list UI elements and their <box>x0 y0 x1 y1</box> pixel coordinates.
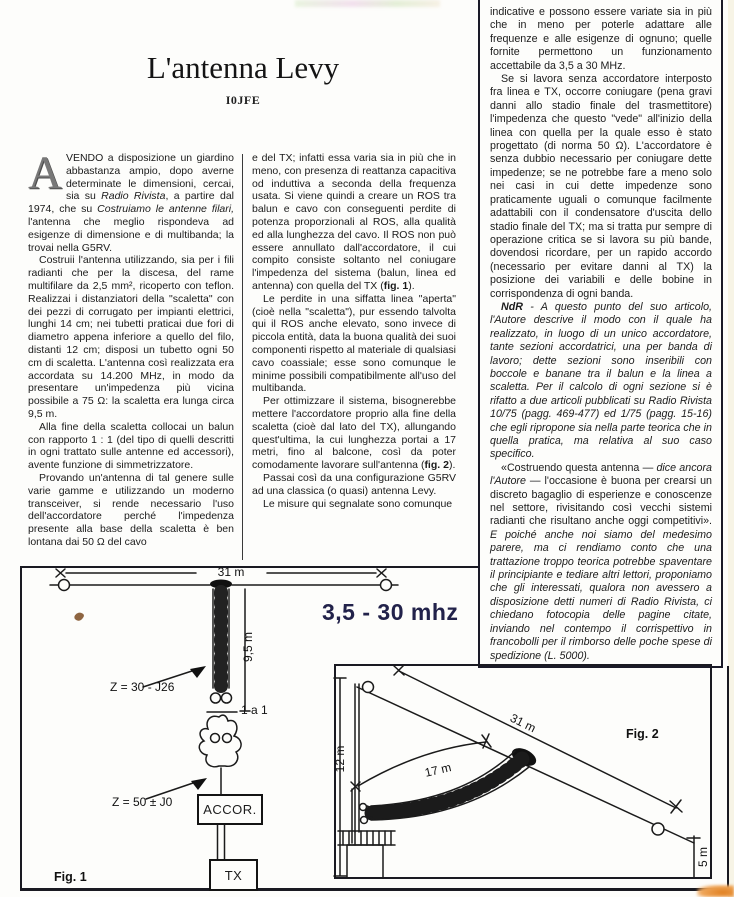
fig2-ladder-length-label: 17 m <box>423 760 453 780</box>
paragraph: Passai così da una configurazione G5RV ad una classica (o quasi) antenna Levy. <box>252 471 456 497</box>
paragraph: Se si lavora senza accordatore interposto fra linea e TX, occorre coniugare (pena gravi danni allo stadio finale del trasmettitore) l'impedenza che questo "vede" all'inizio della linea con quella per la quale esso è stato progettato (di norma 50 Ω). L'accordatore è senza dubbio necessario per coniugare dette impedenze; se ne potrebbe fare a meno solo nei casi in cui dette impedenze sono praticamente uguali o comunque facilmente adattabili con il condensatore d'uscita dello stadio finale del TX; ma si tratta pur sempre di operazione critica se si lavora su più bande, dovendosi ricordare, per un rapido accordo (necessario per evitare danni al TX) la posizione dei variabili e delle bobine in corrispondenza di ogni banda. <box>490 73 712 300</box>
fig1-balun-ratio-label: 1 a 1 <box>241 703 268 717</box>
fig2-balcony-support <box>347 845 383 878</box>
fig2-right-mast-height-label: 5 m <box>696 847 710 868</box>
fig2-span-dimension-label: 31 m <box>507 710 539 736</box>
fig1-caption: Fig. 1 <box>54 870 87 884</box>
fig2-insulator-left-icon <box>363 682 374 693</box>
fig2-insulator-right-icon <box>652 823 664 835</box>
fig1-ladder-length-label: 9,5 m <box>241 632 255 663</box>
fig1-coil-icon <box>211 693 221 703</box>
paragraph: Per ottimizzare il sistema, bisognerebbe mettere l'accordatore proprio alla fine della scaletta (cioè dal lato del TX), allungando quest'ultima, la cui lunghezza portai a 17 metri, fino al balcone, così da poter comodamente lavorare sull'antenna (fig. 2). <box>252 395 456 472</box>
fig1-arrowhead-icon <box>190 666 206 678</box>
paragraph: Le perdite in una siffatta linea "aperta" (cioè nella "scaletta"), pur essendo talvolta qui il ROS anche elevato, sono invece di piccola entità, data la buona qualità dei suoi componenti rispetto al materiale di qualsiasi cavo coassiale; esse sono comunque le minime possibili compatibilmente all'uso del multibanda. <box>252 292 456 395</box>
fig2-arc-end-icon <box>482 734 491 748</box>
fig1-coax <box>218 822 225 859</box>
fig2-left-mast <box>355 684 359 832</box>
editor-note-paragraph: NdR - A questo punto del suo articolo, l'Autore descrive il modo con il quale ha realizzato, in luogo di un unico accordatore, tante sezioni accordatrici, una per banda di lavoro; dette sezioni sono inseribili con boccole e banane tra il balun e la linea a scaletta. Per il calcolo di ogni sezione si è rifatto a due articoli pubblicati su Radio Rivista 10/75 (pagg. 469-477) ed 1/75 (pagg. 15-16) che egli ripropone sia nella parte teorica che in quella pratica, ma relativa al suo caso specifico. <box>490 300 712 461</box>
fig1-tx-box: TX <box>209 859 258 891</box>
fig1-arrowhead-icon <box>191 778 207 790</box>
fig1-coil-icon <box>222 693 232 703</box>
paragraph: indicative e possono essere variate sia in più che in meno per poterle adattare alle frequenze e alle esigenze di ognuno; quelle fornite permettono un funzionamento accettabile da 3,5 a 30 MHz. <box>490 6 712 72</box>
fig1-dim-x-right-icon <box>377 569 386 577</box>
fig2-railing-hatch <box>343 831 391 845</box>
paragraph: Provando un'antenna di tal genere sulle varie gamme e utilizzando un moderno transceiver, si rende necessario l'uso dell'accordatore perché l'impedenza presente alla base della scaletta è ben lontana dai 50 Ω del cavo <box>28 471 234 548</box>
dropcap: A <box>28 152 62 199</box>
fig1-cable-impedance-label: Z = 50 ± J0 <box>112 795 173 809</box>
fig1-balun-body <box>199 715 241 767</box>
fig2-feed-insulator-icon <box>360 804 367 811</box>
fig2-left-mast-height-label: 12 m <box>333 745 347 773</box>
fig2-feed-insulator-icon <box>361 817 368 824</box>
article-title: L'antenna Levy <box>146 50 340 85</box>
fig1-insulator-left-icon <box>59 580 70 591</box>
paragraph: Alla fine della scaletta collocai un balun con rapporto 1 : 1 (del tipo di quelli descritti in ogni trattato sulle antenne ed accessori), avente funzione di simmetrizzatore. <box>28 420 234 472</box>
fig1-ladder-impedance-label: Z = 30 - J26 <box>110 680 175 694</box>
paragraph-text: VENDO a disposizione un giardino abbastanza ampio, dopo averne determinate le dimensioni, cercai, sia su Radio Rivista, a partire dal 1974, che su Costruiamo le antenne filari, l'antenna che meglio rispondeva ad esigenze di dimensione e di multibanda; la trovai nella G5RV. <box>28 152 234 254</box>
paragraph: e del TX; infatti essa varia sia in più che in meno, con presenza di reattanza capacitiva od induttiva a seconda della frequenza usata. Si viene quindi a creare un ROS tra balun e cavo con conseguenti perdite di potenza proporzionali al ROS, alla qualità ed alla lunghezza del cavo. Il ROS non può essere annullato dall'accordatore, il cui compito consiste soltanto nel coniugare l'impedenza del sistema (balun, linea ed antenna) con quella del TX (fig. 1). <box>252 152 456 292</box>
fig1-insulator-right-icon <box>381 580 392 591</box>
paragraph: «Costruendo questa antenna — dice ancora l'Autore — l'occasione è buona per crearsi un discreto bagaglio di esperienze e conoscenze nel settore, rivisitando così vecchi sistemi radianti che risultano anche oggi competitivi». E poiché anche noi siamo del medesimo parere, ma ci rendiamo conto che una trattazione troppo teorica potrebbe spaventare il principiante e tediare altri lettori, proponiamo che gli interessati, qualora non avessero a disposizione detti numeri di Radio Rivista, ci chiedano fotocopia delle pagine citate, inviando nel contempo il corrispettivo in francobolli per il rimborso delle poche spese di spedizione (L. 5000). <box>490 461 712 662</box>
fig1-span-dimension-label: 31 m <box>217 565 245 579</box>
fig1-dim-x-left-icon <box>56 569 65 577</box>
article-byline: I0JFE <box>225 93 261 107</box>
fig2-caption: Fig. 2 <box>626 727 659 741</box>
fig2-dim-x-left-icon <box>394 665 404 675</box>
fig1-tuner-box: ACCOR. <box>197 794 263 825</box>
paragraph: Le misure qui segnalate sono comunque <box>263 497 453 510</box>
band-range-label: 3,5 - 30 mhz <box>322 599 459 625</box>
paragraph: Costruii l'antenna utilizzando, sia per i fili radianti che per la discesa, del rame multifilare da 2,5 mm², ricoperto con teflon. Realizzai i distanziatori della "scaletta" con dei pezzi di corrugato per impianti elettrici, lunghi 14 cm; nei tubetti praticai due fori di diametro appena inferiore a quello del filo, distanti 12 cm; disposi un tubetto ogni 50 cm di scaletta. L'antenna così realizzata era accordata su 14.200 MHz, in modo da presentare un'impedenza più vicina possibile a 75 Ω: la scaletta era lunga circa 9,5 m. <box>28 254 234 420</box>
